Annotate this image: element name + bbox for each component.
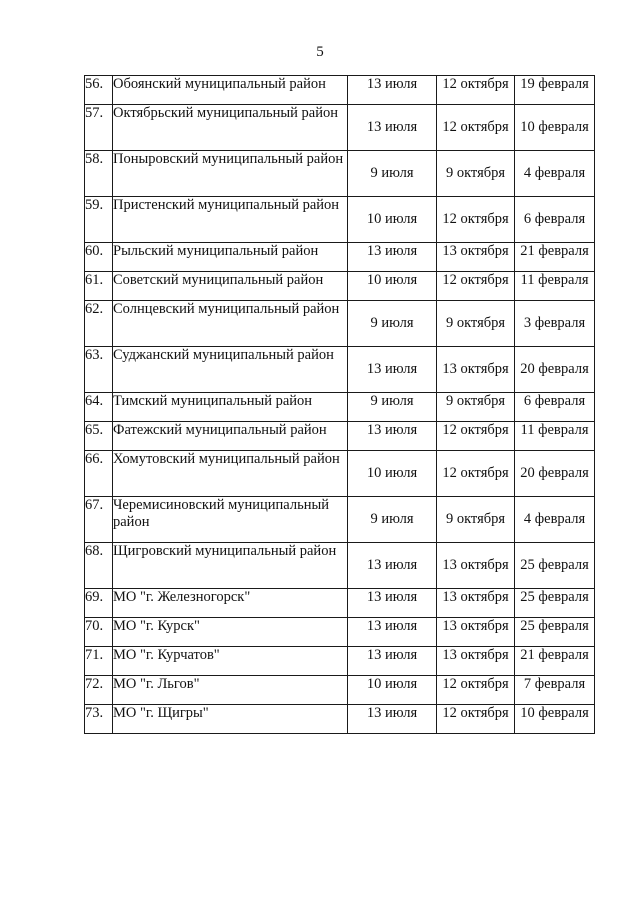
row-number: 58. xyxy=(85,151,104,167)
july-date-cell xyxy=(348,76,437,105)
july-date-cell xyxy=(348,618,437,647)
february-date: 3 февраля xyxy=(523,315,586,331)
row-number: 66. xyxy=(85,451,104,467)
district-name-cell xyxy=(113,76,348,105)
october-date-cell xyxy=(437,347,515,393)
table-row xyxy=(85,497,595,543)
row-number-cell xyxy=(85,243,113,272)
page-number: 5 xyxy=(316,44,324,60)
district-name: Пристенский муниципальный район xyxy=(113,197,340,213)
table-row xyxy=(85,705,595,734)
district-name-cell xyxy=(113,676,348,705)
july-date: 9 июля xyxy=(370,393,414,409)
district-name: Рыльский муниципальный район xyxy=(113,243,319,259)
row-number-cell xyxy=(85,105,113,151)
district-name: МО "г. Курск" xyxy=(113,618,200,634)
february-date: 25 февраля xyxy=(520,557,589,573)
july-date-cell xyxy=(348,497,437,543)
july-date: 13 июля xyxy=(366,589,418,605)
july-date: 13 июля xyxy=(366,705,418,721)
october-date: 13 октября xyxy=(442,589,509,605)
july-date-cell xyxy=(348,105,437,151)
table-row xyxy=(85,676,595,705)
october-date: 12 октября xyxy=(442,422,509,438)
february-date-cell xyxy=(515,76,595,105)
october-date: 13 октября xyxy=(442,243,509,259)
row-number: 72. xyxy=(85,676,104,692)
row-number: 63. xyxy=(85,347,104,363)
october-date-cell xyxy=(437,197,515,243)
february-date-cell xyxy=(515,272,595,301)
february-date-cell xyxy=(515,422,595,451)
july-date-cell xyxy=(348,301,437,347)
october-date-cell xyxy=(437,676,515,705)
row-number-cell xyxy=(85,76,113,105)
district-name: МО "г. Щигры" xyxy=(113,705,209,721)
row-number-cell xyxy=(85,301,113,347)
july-date: 13 июля xyxy=(366,361,418,377)
district-name-cell xyxy=(113,422,348,451)
october-date-cell xyxy=(437,243,515,272)
schedule-table xyxy=(84,75,595,734)
row-number-cell xyxy=(85,497,113,543)
february-date: 10 февраля xyxy=(520,119,589,135)
july-date: 10 июля xyxy=(366,272,418,288)
row-number-cell xyxy=(85,543,113,589)
july-date-cell xyxy=(348,647,437,676)
october-date-cell xyxy=(437,589,515,618)
february-date: 7 февраля xyxy=(523,676,586,692)
july-date-cell xyxy=(348,705,437,734)
row-number-cell xyxy=(85,197,113,243)
february-date-cell xyxy=(515,105,595,151)
july-date: 9 июля xyxy=(370,165,414,181)
july-date-cell xyxy=(348,676,437,705)
july-date: 13 июля xyxy=(366,647,418,663)
october-date-cell xyxy=(437,543,515,589)
february-date-cell xyxy=(515,543,595,589)
row-number: 65. xyxy=(85,422,104,438)
february-date-cell xyxy=(515,197,595,243)
table-row xyxy=(85,618,595,647)
july-date-cell xyxy=(348,451,437,497)
july-date: 13 июля xyxy=(366,618,418,634)
district-name: Тимский муниципальный район xyxy=(113,393,313,409)
october-date-cell xyxy=(437,618,515,647)
july-date: 9 июля xyxy=(370,315,414,331)
district-name: МО "г. Курчатов" xyxy=(113,647,220,663)
october-date: 13 октября xyxy=(442,647,509,663)
july-date: 10 июля xyxy=(366,676,418,692)
table-row xyxy=(85,76,595,105)
row-number-cell xyxy=(85,151,113,197)
february-date: 11 февраля xyxy=(520,272,589,288)
february-date-cell xyxy=(515,589,595,618)
february-date: 21 февраля xyxy=(520,647,589,663)
october-date-cell xyxy=(437,497,515,543)
october-date-cell xyxy=(437,272,515,301)
row-number: 61. xyxy=(85,272,104,288)
row-number: 73. xyxy=(85,705,104,721)
february-date-cell xyxy=(515,393,595,422)
july-date-cell xyxy=(348,151,437,197)
july-date-cell xyxy=(348,347,437,393)
july-date: 13 июля xyxy=(366,557,418,573)
february-date: 4 февраля xyxy=(523,165,586,181)
october-date: 13 октября xyxy=(442,618,509,634)
table-row xyxy=(85,105,595,151)
february-date: 10 февраля xyxy=(520,705,589,721)
october-date: 12 октября xyxy=(442,465,509,481)
july-date: 13 июля xyxy=(366,119,418,135)
district-name: Обоянский муниципальный район xyxy=(113,76,326,92)
july-date: 9 июля xyxy=(370,511,414,527)
table-row xyxy=(85,647,595,676)
july-date-cell xyxy=(348,243,437,272)
district-name: Фатежский муниципальный район xyxy=(113,422,327,438)
july-date-cell xyxy=(348,589,437,618)
table-row xyxy=(85,543,595,589)
february-date: 4 февраля xyxy=(523,511,586,527)
table-row xyxy=(85,589,595,618)
october-date: 12 октября xyxy=(442,272,509,288)
table-row xyxy=(85,301,595,347)
july-date: 10 июля xyxy=(366,211,418,227)
table-row xyxy=(85,243,595,272)
row-number: 57. xyxy=(85,105,104,121)
district-name-cell xyxy=(113,589,348,618)
district-name-cell xyxy=(113,301,348,347)
february-date: 6 февраля xyxy=(523,393,586,409)
october-date: 13 октября xyxy=(442,361,509,377)
district-name-cell xyxy=(113,393,348,422)
row-number: 71. xyxy=(85,647,104,663)
district-name-cell xyxy=(113,543,348,589)
february-date-cell xyxy=(515,647,595,676)
row-number: 68. xyxy=(85,543,104,559)
july-date-cell xyxy=(348,197,437,243)
row-number: 64. xyxy=(85,393,104,409)
february-date-cell xyxy=(515,705,595,734)
district-name: МО "г. Льгов" xyxy=(113,676,200,692)
october-date-cell xyxy=(437,151,515,197)
october-date: 12 октября xyxy=(442,676,509,692)
district-name-cell xyxy=(113,618,348,647)
district-name-cell xyxy=(113,105,348,151)
row-number-cell xyxy=(85,589,113,618)
row-number-cell xyxy=(85,347,113,393)
district-name: Советский муниципальный район xyxy=(113,272,324,288)
table-row xyxy=(85,272,595,301)
october-date: 12 октября xyxy=(442,211,509,227)
district-name-cell xyxy=(113,347,348,393)
row-number: 70. xyxy=(85,618,104,634)
district-name-cell xyxy=(113,451,348,497)
table-row xyxy=(85,197,595,243)
february-date-cell xyxy=(515,301,595,347)
february-date: 20 февраля xyxy=(520,361,589,377)
october-date-cell xyxy=(437,105,515,151)
district-name: Черемисиновский муниципальный район xyxy=(113,497,329,530)
row-number-cell xyxy=(85,647,113,676)
february-date-cell xyxy=(515,618,595,647)
district-name-cell xyxy=(113,497,348,543)
row-number-cell xyxy=(85,676,113,705)
district-name-cell xyxy=(113,151,348,197)
october-date: 12 октября xyxy=(442,705,509,721)
row-number: 69. xyxy=(85,589,104,605)
district-name-cell xyxy=(113,243,348,272)
july-date: 13 июля xyxy=(366,243,418,259)
row-number: 60. xyxy=(85,243,104,259)
february-date: 25 февраля xyxy=(520,618,589,634)
table-row xyxy=(85,451,595,497)
row-number-cell xyxy=(85,618,113,647)
district-name: Суджанский муниципальный район xyxy=(113,347,334,363)
row-number: 59. xyxy=(85,197,104,213)
february-date: 25 февраля xyxy=(520,589,589,605)
row-number-cell xyxy=(85,393,113,422)
october-date-cell xyxy=(437,705,515,734)
february-date: 11 февраля xyxy=(520,422,589,438)
district-name-cell xyxy=(113,197,348,243)
february-date-cell xyxy=(515,497,595,543)
february-date: 20 февраля xyxy=(520,465,589,481)
district-name-cell xyxy=(113,705,348,734)
february-date: 6 февраля xyxy=(523,211,586,227)
district-name: Поныровский муниципальный район xyxy=(113,151,344,167)
district-name: Хомутовский муниципальный район xyxy=(113,451,340,467)
october-date-cell xyxy=(437,301,515,347)
july-date: 13 июля xyxy=(366,422,418,438)
row-number-cell xyxy=(85,272,113,301)
july-date: 13 июля xyxy=(366,76,418,92)
february-date-cell xyxy=(515,151,595,197)
february-date-cell xyxy=(515,347,595,393)
october-date-cell xyxy=(437,451,515,497)
row-number-cell xyxy=(85,422,113,451)
row-number: 67. xyxy=(85,497,104,513)
july-date-cell xyxy=(348,543,437,589)
october-date: 13 октября xyxy=(442,557,509,573)
row-number-cell xyxy=(85,705,113,734)
district-name-cell xyxy=(113,272,348,301)
february-date-cell xyxy=(515,243,595,272)
july-date-cell xyxy=(348,393,437,422)
october-date-cell xyxy=(437,76,515,105)
october-date-cell xyxy=(437,422,515,451)
february-date: 21 февраля xyxy=(520,243,589,259)
schedule-table-body xyxy=(85,76,595,734)
october-date: 9 октября xyxy=(445,165,506,181)
october-date: 12 октября xyxy=(442,76,509,92)
table-row xyxy=(85,151,595,197)
july-date: 10 июля xyxy=(366,465,418,481)
october-date: 12 октября xyxy=(442,119,509,135)
district-name: Солнцевский муниципальный район xyxy=(113,301,340,317)
october-date-cell xyxy=(437,647,515,676)
october-date: 9 октября xyxy=(445,511,506,527)
table-row xyxy=(85,347,595,393)
row-number: 56. xyxy=(85,76,104,92)
february-date-cell xyxy=(515,451,595,497)
october-date: 9 октября xyxy=(445,393,506,409)
february-date: 19 февраля xyxy=(520,76,589,92)
october-date: 9 октября xyxy=(445,315,506,331)
district-name: Октябрьский муниципальный район xyxy=(113,105,338,121)
table-row xyxy=(85,422,595,451)
district-name-cell xyxy=(113,647,348,676)
table-row xyxy=(85,393,595,422)
district-name: МО "г. Железногорск" xyxy=(113,589,251,605)
row-number: 62. xyxy=(85,301,104,317)
july-date-cell xyxy=(348,422,437,451)
district-name: Щигровский муниципальный район xyxy=(113,543,337,559)
february-date-cell xyxy=(515,676,595,705)
october-date-cell xyxy=(437,393,515,422)
row-number-cell xyxy=(85,451,113,497)
july-date-cell xyxy=(348,272,437,301)
